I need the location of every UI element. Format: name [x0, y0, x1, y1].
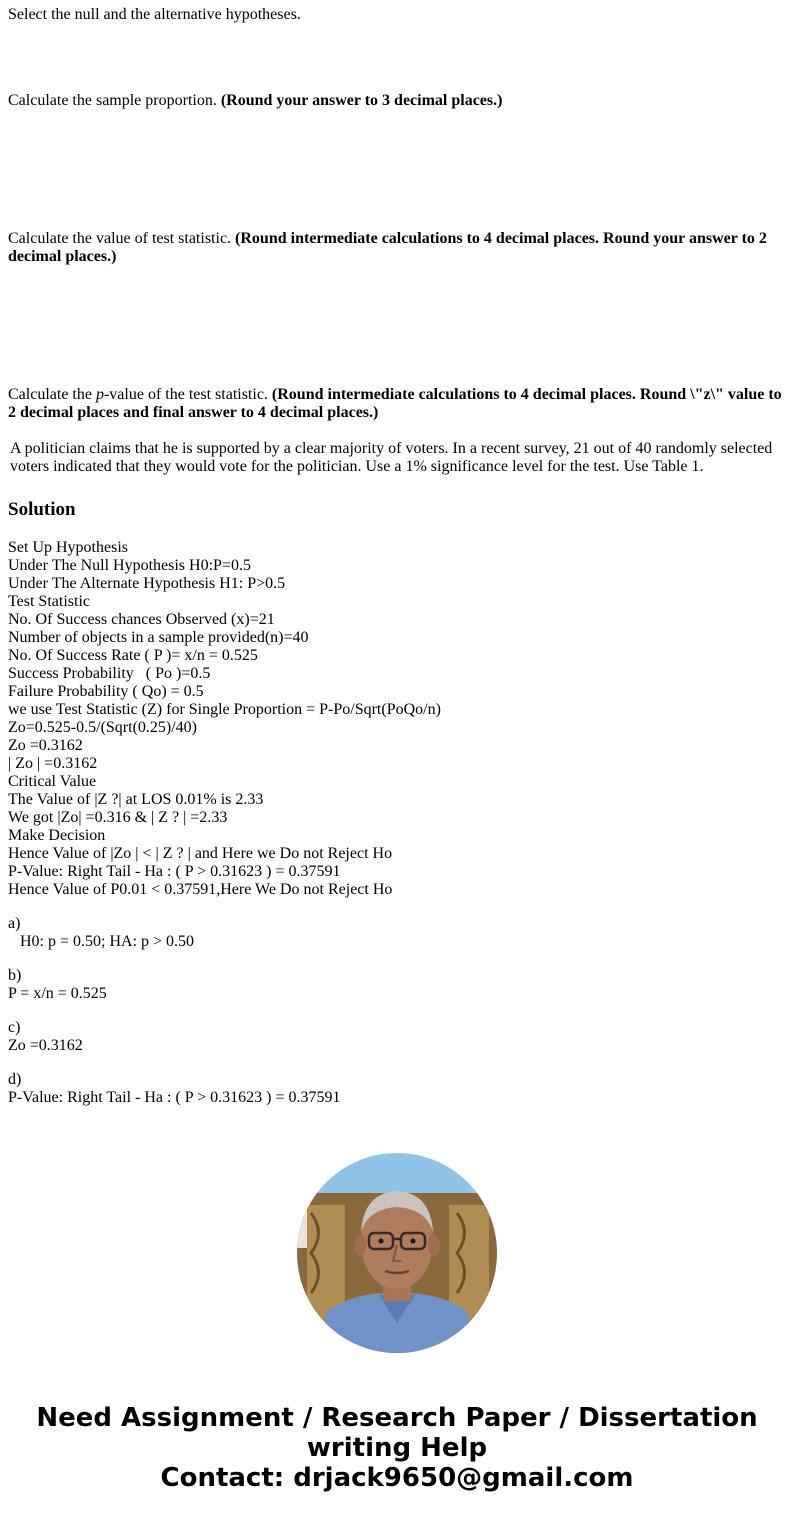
answer-c [8, 1019, 786, 1055]
question-text: Select the null and the alternative hypotheses. [8, 6, 301, 23]
solution-line: We got |Zo| =0.316 & | Z ? | =2.33 [8, 809, 228, 826]
solution-line: Under The Alternate Hypothesis H1: P>0.5 [8, 575, 286, 592]
problem-statement: A politician claims that he is supported by a clear majority of voters. In a recent survey, 21 out of 40 randomly selected voters indicated that they would vote for the politician. Use a 1% significance level for the test. Use Table 1. [10, 440, 773, 475]
solution-line: Failure Probability ( Qo) = 0.5 [8, 683, 204, 700]
solution-line: Success Probability ( Po )=0.5 [8, 665, 211, 682]
solution-line: The Value of |Z ?| at LOS 0.01% is 2.33 [8, 791, 264, 808]
question-text: Calculate the [8, 386, 96, 403]
question-instruction: (Round intermediate calculations to 4 decimal places. Round your answer to 2 decimal places.) [8, 230, 767, 265]
question-text: Calculate the sample proportion. [8, 92, 221, 109]
answer-b [8, 967, 786, 1003]
solution-line: | Zo | =0.3162 [8, 755, 98, 772]
question-test-statistic [8, 230, 786, 266]
answer-d [8, 1071, 786, 1107]
solution-line: Under The Null Hypothesis H0:P=0.5 [8, 557, 251, 574]
portrait-image [297, 1153, 497, 1353]
solution-line: Zo=0.525-0.5/(Sqrt(0.25)/40) [8, 719, 197, 736]
answer-text: P-Value: Right Tail - Ha : ( P > 0.31623 ) = 0.37591 [8, 1089, 341, 1106]
solution-line: No. Of Success chances Observed (x)=21 [8, 611, 275, 628]
contact-email-line: Contact: drjack9650@gmail.com [160, 1463, 634, 1493]
solution-heading: Solution [8, 499, 76, 520]
solution-line: Hence Value of P0.01 < 0.37591,Here We Do not Reject Ho [8, 881, 393, 898]
answer-label: b) [8, 967, 22, 984]
question-sample-proportion [8, 92, 786, 110]
solution-line: Set Up Hypothesis [8, 539, 128, 556]
solution-line: Zo =0.3162 [8, 737, 83, 754]
solution-line: No. Of Success Rate ( P )= x/n = 0.525 [8, 647, 258, 664]
contact-banner [0, 1403, 794, 1493]
solution-line: Number of objects in a sample provided(n)=40 [8, 629, 309, 646]
question-text-italic: p [95, 386, 104, 403]
answer-text: H0: p = 0.50; HA: p > 0.50 [8, 933, 195, 950]
solution-line: Critical Value [8, 773, 97, 790]
author-avatar [297, 1153, 497, 1353]
solution-line: Test Statistic [8, 593, 90, 610]
solution-line: Make Decision [8, 827, 106, 844]
question-text: -value of the test statistic. [103, 386, 272, 403]
question-instruction: (Round your answer to 3 decimal places.) [220, 92, 503, 109]
answer-a [8, 915, 786, 951]
question-instruction: (Round intermediate calculations to 4 decimal places. Round \"z\" value to 2 decimal places and final answer to 4 decimal places.) [8, 386, 782, 421]
answer-text: P = x/n = 0.525 [8, 985, 107, 1002]
answer-label: d) [8, 1071, 22, 1088]
banner-line: writing Help [306, 1433, 488, 1463]
question-p-value [8, 386, 786, 422]
solution-line: P-Value: Right Tail - Ha : ( P > 0.31623 ) = 0.37591 [8, 863, 341, 880]
solution-body [8, 539, 786, 899]
question-text: Calculate the value of test statistic. [8, 230, 236, 247]
question-hypotheses [8, 6, 786, 24]
solution-line: we use Test Statistic (Z) for Single Proportion = P-Po/Sqrt(PoQo/n) [8, 701, 441, 718]
answer-text: Zo =0.3162 [8, 1037, 83, 1054]
answer-summary [8, 915, 786, 1123]
banner-line: Need Assignment / Research Paper / Dissertation [36, 1403, 758, 1433]
answer-label: a) [8, 915, 21, 932]
solution-line: Hence Value of |Zo | < | Z ? | and Here we Do not Reject Ho [8, 845, 393, 862]
answer-label: c) [8, 1019, 21, 1036]
